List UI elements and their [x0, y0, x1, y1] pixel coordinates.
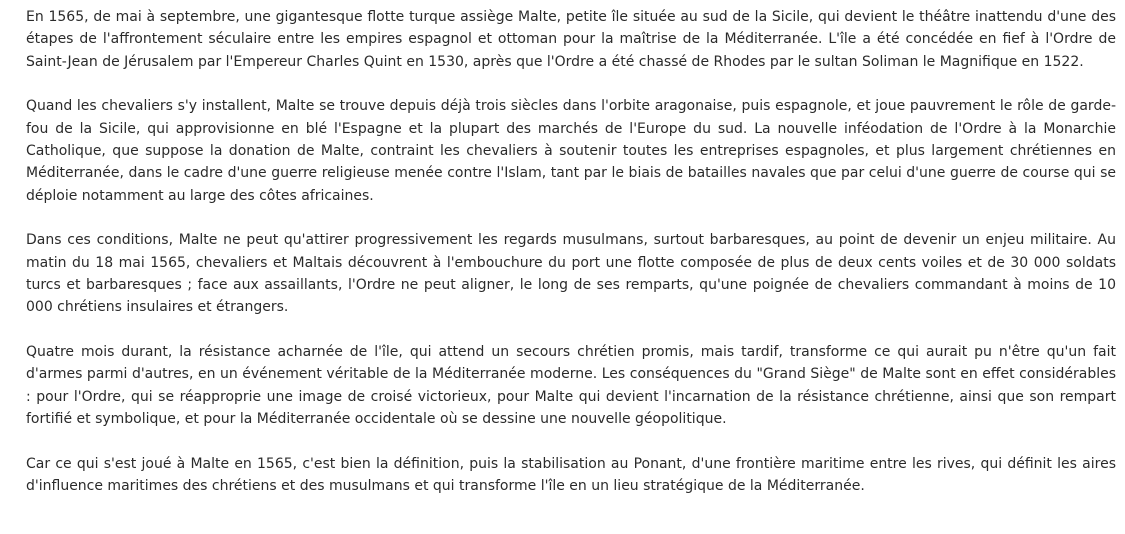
paragraph-knights-settlement: Quand les chevaliers s'y installent, Malte se trouve depuis déjà trois siècles dans l'orbite aragonaise, puis espagnole, et joue pauvrement le rôle de garde-fou de la Sicile, qui approvisionne en blé l'Espagne et la plupart des marchés de l'Europe du sud. La nouvelle inféodation de l'Ordre à la Monarchie Catholique, que suppose la donation de Malte, contraint les chevaliers à soutenir toutes les entreprises espagnoles, et plus largement chrétiennes en Méditerranée, dans le cadre d'une guerre religieuse menée contre l'Islam, tant par le biais de batailles navales que par celui d'une guerre de course qui se déploie notamment au large des côtes africaines. — [26, 98, 1116, 204]
paragraph-conclusion: Car ce qui s'est joué à Malte en 1565, c'est bien la définition, puis la stabilisation au Ponant, d'une frontière maritime entre les rives, qui définit les aires d'influence maritimes des chrétiens et des musulmans et qui transforme l'île en un lieu stratégique de la Méditerranée. — [26, 455, 1116, 494]
paragraph-four-months-resistance: Quatre mois durant, la résistance acharnée de l'île, qui attend un secours chrétien promis, mais tardif, transforme ce qui aurait pu n'être qu'un fait d'armes parmi d'autres, en un événement véritable de la Méditerranée moderne. Les conséquences du "Grand Siège" de Malte sont en effet considérables : pour l'Ordre, qui se réapproprie une image de croisé victorieux, pour Malte qui devient l'incarnation de la résistance chrétienne, ainsi que son rempart fortifié et symbolique, et pour la Méditerranée occidentale où se dessine une nouvelle géopolitique. — [26, 343, 1116, 428]
paragraph-military-stake: Dans ces conditions, Malte ne peut qu'attirer progressivement les regards musulmans, surtout barbaresques, au point de devenir un enjeu militaire. Au matin du 18 mai 1565, chevaliers et Maltais découvrent à l'embouchure du port une flotte composée de plus de deux cents voiles et de 30 000 soldats turcs et barbaresques ; face aux assaillants, l'Ordre ne peut aligner, le long de ses remparts, qu'une poignée de chevaliers commandant à moins de 10 000 chrétiens insulaires et étrangers. — [26, 232, 1116, 316]
paragraph-siege-intro: En 1565, de mai à septembre, une gigantesque flotte turque assiège Malte, petite île située au sud de la Sicile, qui devient le théâtre inattendu d'une des étapes de l'affrontement séculaire entre les empires espagnol et ottoman pour la maîtrise de la Méditerranée. L'île a été concédée en fief à l'Ordre de Saint-Jean de Jérusalem par l'Empereur Charles Quint en 1530, après que l'Ordre a été chassé de Rhodes par le sultan Soliman le Magnifique en 1522. — [26, 9, 1116, 70]
